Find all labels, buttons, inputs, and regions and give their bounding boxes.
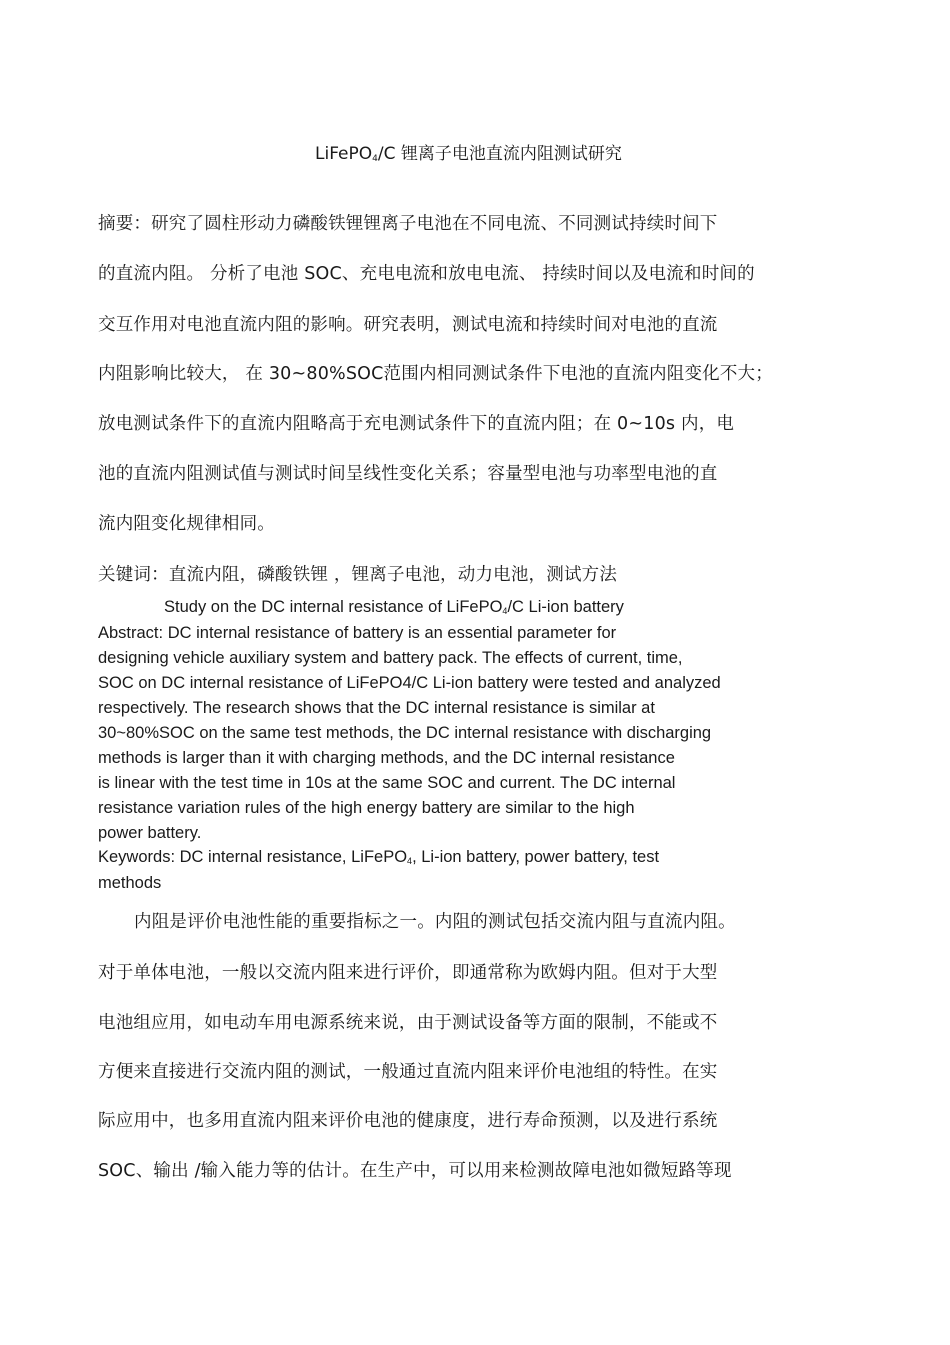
keywords-en-rest: , Li-ion battery, power battery, test [412,848,660,866]
abstract-cn-line-7: 流内阻变化规律相同。 [98,514,275,534]
body-line-6: SOC、输出 /输入能力等的估计。在生产中，可以用来检测故障电池如微短路等现 [98,1161,732,1181]
abstract-en-line-1: Abstract: DC internal resistance of battery is an essential parameter for [98,624,617,642]
abstract-cn-line-1: 摘要：研究了圆柱形动力磷酸铁锂锂离子电池在不同电流、不同测试持续时间下 [98,214,718,234]
keywords-en-sub: 4 [407,856,413,866]
abstract-en-line-3: SOC on DC internal resistance of LiFePO4/C Li-ion battery were tested and analyzed [98,674,721,692]
abstract-cn-line-6: 池的直流内阻测试值与测试时间呈线性变化关系；容量型电池与功率型电池的直 [98,464,718,484]
keywords-en-line-2: methods [98,874,162,892]
title-sub: 4 [372,154,378,164]
abstract-cn-line-2: 的直流内阻。 分析了电池 SOC、充电电流和放电电流、 持续时间以及电流和时间的 [98,264,755,284]
abstract-en-line-4: respectively. The research shows that the DC internal resistance is similar at [98,699,655,717]
english-title-main: Study on the DC internal resistance of LiFePO [164,598,503,616]
abstract-en-line-8: resistance variation rules of the high energy battery are similar to the high [98,799,635,817]
abstract-en-line-7: is linear with the test time in 10s at the same SOC and current. The DC internal [98,774,676,792]
body-line-5: 际应用中，也多用直流内阻来评价电池的健康度，进行寿命预测，以及进行系统 [98,1111,718,1131]
title-main: LiFePO [315,144,373,164]
abstract-cn-line-4: 内阻影响比较大， 在 30~80%SOC范围内相同测试条件下电池的直流内阻变化不大； [98,364,773,384]
english-title-sub: 4 [502,606,508,616]
body-line-2: 对于单体电池，一般以交流内阻来进行评价，即通常称为欧姆内阻。但对于大型 [98,963,718,983]
keywords-en-main: Keywords: DC internal resistance, LiFePO [98,848,408,866]
keywords-en [98,848,659,867]
abstract-en-line-5: 30~80%SOC on the same test methods, the DC internal resistance with discharging [98,724,712,742]
abstract-en-line-9: power battery. [98,824,202,842]
body-line-1: 内阻是评价电池性能的重要指标之一。内阻的测试包括交流内阻与直流内阻。 [134,912,736,932]
abstract-cn-line-3: 交互作用对电池直流内阻的影响。研究表明，测试电流和持续时间对电池的直流 [98,315,718,335]
abstract-en-line-2: designing vehicle auxiliary system and battery pack. The effects of current, time, [98,649,683,667]
keywords-cn: 关键词：直流内阻，磷酸铁锂 ，锂离子电池，动力电池，测试方法 [98,565,618,585]
body-line-3: 电池组应用，如电动车用电源系统来说，由于测试设备等方面的限制，不能或不 [98,1013,718,1033]
abstract-en-line-6: methods is larger than it with charging methods, and the DC internal resistance [98,749,675,767]
title-rest: /C 锂离子电池直流内阻测试研究 [377,144,622,164]
body-line-4: 方便来直接进行交流内阻的测试，一般通过直流内阻来评价电池组的特性。在实 [98,1062,718,1082]
abstract-cn-line-5: 放电测试条件下的直流内阻略高于充电测试条件下的直流内阻；在 0~10s 内，电 [98,414,735,434]
paper-title [315,139,622,164]
english-title-rest: /C Li-ion battery [507,598,624,616]
english-title [164,598,624,617]
